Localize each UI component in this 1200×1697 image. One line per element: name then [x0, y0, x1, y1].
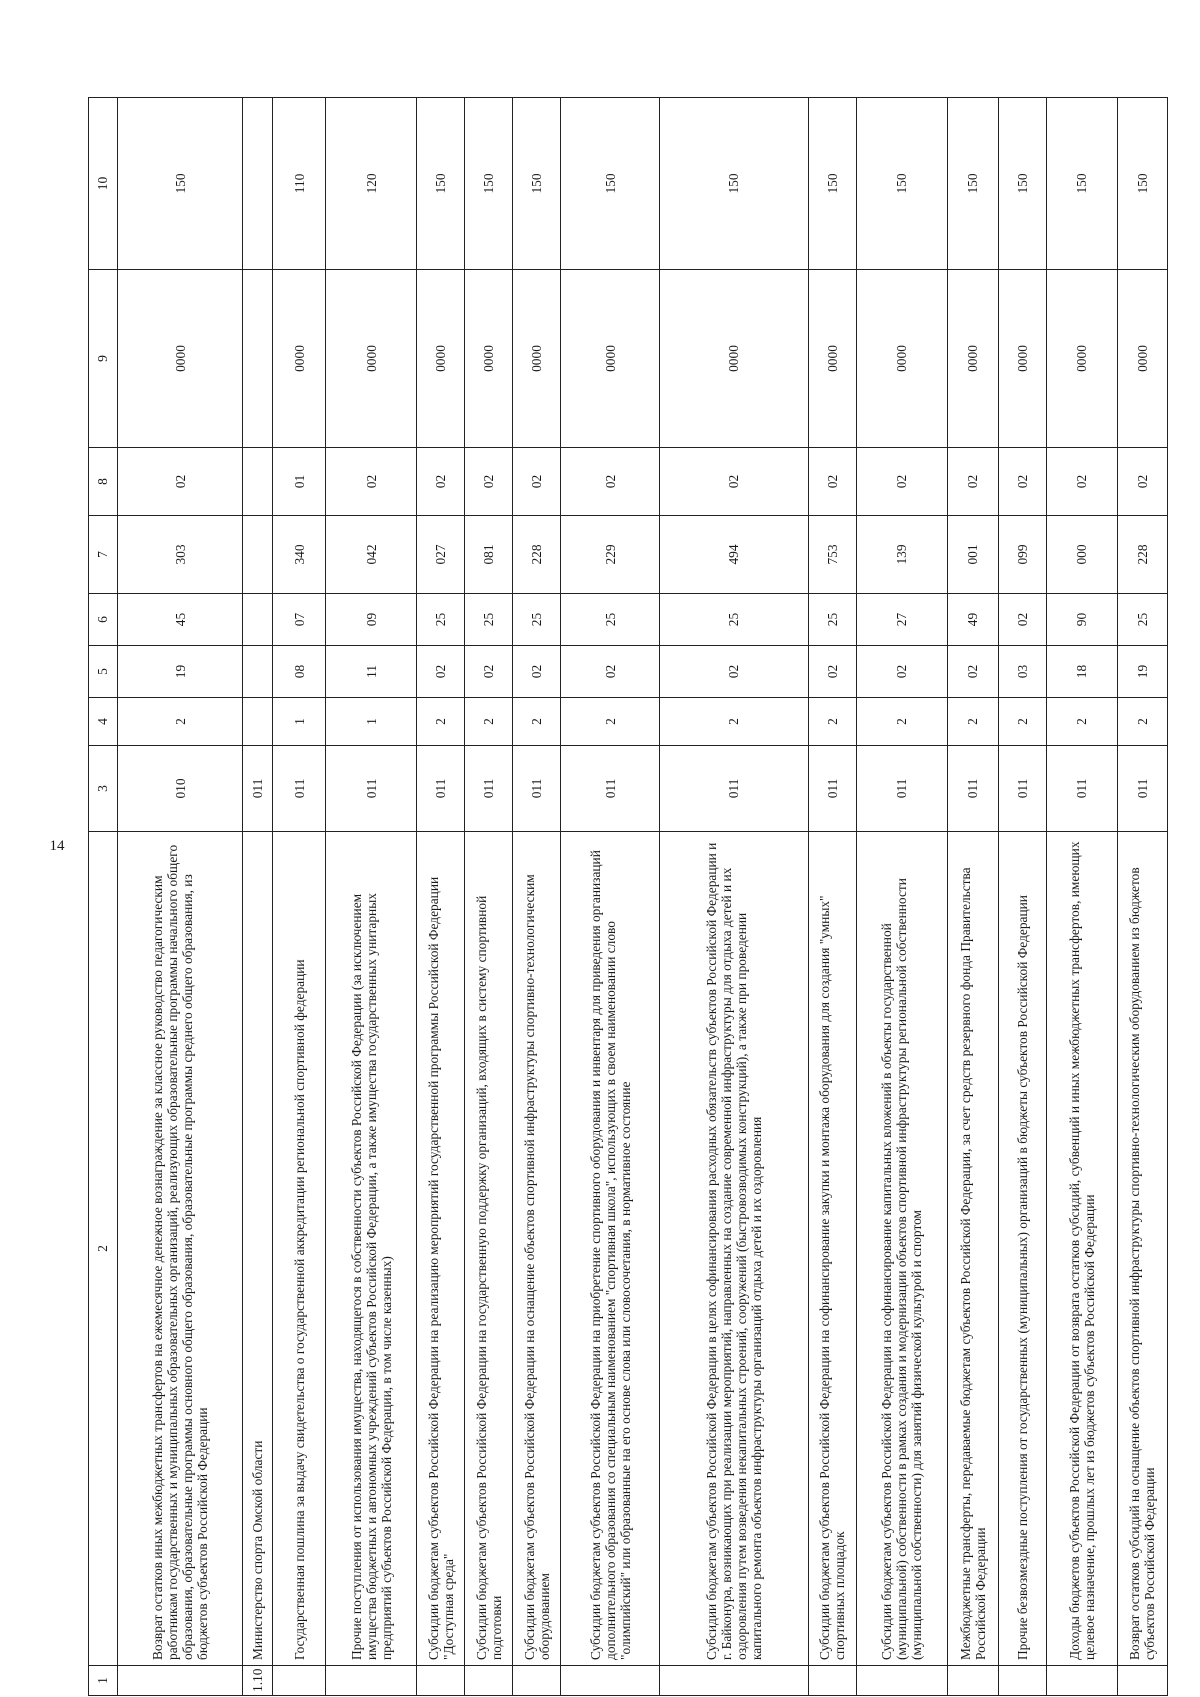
header-cell: 3 — [89, 746, 118, 832]
code-cell: 02 — [948, 448, 998, 516]
code-cell: 2 — [513, 698, 561, 746]
code-cell: 011 — [465, 746, 513, 832]
table-row — [659, 98, 808, 1696]
code-cell: 001 — [948, 516, 998, 594]
code-cell: 08 — [273, 646, 326, 698]
rotated-table-container — [88, 98, 1168, 1696]
code-cell: 120 — [325, 98, 417, 270]
row-number — [998, 1666, 1046, 1696]
code-cell: 011 — [856, 746, 948, 832]
code-cell: 02 — [417, 448, 465, 516]
code-cell: 011 — [417, 746, 465, 832]
code-cell: 228 — [513, 516, 561, 594]
code-cell: 011 — [513, 746, 561, 832]
row-description: Субсидии бюджетам субъектов Российской Федерации на государственную поддержку организаций, входящих в систему спортивной подготовки — [465, 832, 513, 1666]
row-number — [273, 1666, 326, 1696]
code-cell: 099 — [998, 516, 1046, 594]
code-cell: 25 — [465, 594, 513, 646]
code-cell — [243, 646, 273, 698]
code-cell: 1 — [325, 698, 417, 746]
code-cell: 09 — [325, 594, 417, 646]
code-cell — [243, 448, 273, 516]
code-cell: 229 — [561, 516, 659, 594]
code-cell: 02 — [561, 646, 659, 698]
header-cell: 7 — [89, 516, 118, 594]
code-cell: 0000 — [998, 270, 1046, 448]
row-description: Субсидии бюджетам субъектов Российской Федерации в целях софинансирования расходных обязательств субъектов Российской Федерации и г. Байконура, возникающих при реализации мероприятий, направленных на создание современной инфраструктуры для отдыха детей и их оздоровления путем возведения некапитальных строений, сооружений (быстровозводимых конструкций), а также при проведении капитального ремонта объектов инфраструктуры организаций отдыха детей и их оздоровления — [659, 832, 808, 1666]
code-cell: 02 — [808, 646, 856, 698]
code-cell: 19 — [1117, 646, 1167, 698]
code-cell: 228 — [1117, 516, 1167, 594]
code-cell: 753 — [808, 516, 856, 594]
code-cell: 081 — [465, 516, 513, 594]
code-cell: 02 — [998, 448, 1046, 516]
row-description: Прочие безвозмездные поступления от государственных (муниципальных) организаций в бюджеты субъектов Российской Федерации — [998, 832, 1046, 1666]
row-description: Субсидии бюджетам субъектов Российской Федерации на реализацию мероприятий государственной программы Российской Федерации "Доступная среда" — [417, 832, 465, 1666]
row-number — [1117, 1666, 1167, 1696]
code-cell: 02 — [808, 448, 856, 516]
header-cell: 1 — [89, 1666, 118, 1696]
code-cell: 2 — [808, 698, 856, 746]
code-cell: 0000 — [1117, 270, 1167, 448]
code-cell: 03 — [998, 646, 1046, 698]
code-cell — [243, 98, 273, 270]
code-cell: 150 — [561, 98, 659, 270]
code-cell: 02 — [1046, 448, 1117, 516]
code-cell: 02 — [325, 448, 417, 516]
header-cell: 5 — [89, 646, 118, 698]
code-cell: 02 — [659, 448, 808, 516]
row-number: 1.10 — [243, 1666, 273, 1696]
code-cell: 02 — [659, 646, 808, 698]
code-cell: 2 — [1046, 698, 1117, 746]
code-cell: 02 — [998, 594, 1046, 646]
code-cell: 1 — [273, 698, 326, 746]
code-cell: 150 — [659, 98, 808, 270]
table-row — [325, 98, 417, 1696]
code-cell: 0000 — [117, 270, 243, 448]
code-cell: 25 — [659, 594, 808, 646]
code-cell: 2 — [117, 698, 243, 746]
code-cell: 110 — [273, 98, 326, 270]
code-cell: 07 — [273, 594, 326, 646]
row-description: Межбюджетные трансферты, передаваемые бюджетам субъектов Российской Федерации, за счет средств резервного фонда Правительства Российской Федерации — [948, 832, 998, 1666]
code-cell: 150 — [808, 98, 856, 270]
code-cell: 027 — [417, 516, 465, 594]
code-cell: 0000 — [513, 270, 561, 448]
code-cell: 02 — [513, 448, 561, 516]
code-cell: 0000 — [273, 270, 326, 448]
header-row — [89, 98, 118, 1696]
code-cell: 2 — [1117, 698, 1167, 746]
code-cell: 150 — [513, 98, 561, 270]
header-cell: 9 — [89, 270, 118, 448]
row-number — [856, 1666, 948, 1696]
code-cell: 02 — [417, 646, 465, 698]
code-cell: 90 — [1046, 594, 1117, 646]
row-description: Возврат остатков субсидий на оснащение объектов спортивной инфраструктуры спортивно-технологическим оборудованием из бюджетов субъектов Российской Федерации — [1117, 832, 1167, 1666]
code-cell: 011 — [808, 746, 856, 832]
header-cell: 2 — [89, 832, 118, 1666]
row-number — [1046, 1666, 1117, 1696]
code-cell: 02 — [561, 448, 659, 516]
row-description: Государственная пошлина за выдачу свидетельства о государственной аккредитации региональной спортивной федерации — [273, 832, 326, 1666]
code-cell: 2 — [659, 698, 808, 746]
row-description: Возврат остатков иных межбюджетных трансфертов на ежемесячное денежное вознаграждение за классное руководство педагогическим работникам государственных и муниципальных образовательных организаций, реализующих образовательные программы начального общего образования, образовательные программы основного общего образования, образовательные программы среднего общего образования, из бюджетов субъектов Российской Федерации — [117, 832, 243, 1666]
page-number: 14 — [49, 838, 65, 854]
code-cell: 150 — [117, 98, 243, 270]
table-row — [417, 98, 465, 1696]
row-description: Доходы бюджетов субъектов Российской Федерации от возврата остатков субсидий, субвенций и иных межбюджетных трансфертов, имеющих целевое назначение, прошлых лет из бюджетов субъектов Российской Федерации — [1046, 832, 1117, 1666]
code-cell: 150 — [465, 98, 513, 270]
code-cell: 000 — [1046, 516, 1117, 594]
code-cell: 0000 — [1046, 270, 1117, 448]
header-cell: 6 — [89, 594, 118, 646]
row-description: Субсидии бюджетам субъектов Российской Федерации на софинансирование капитальных вложений в объекты государственной (муниципальной) собственности в рамках создания и модернизации объектов спортивной инфраструктуры региональной собственности (муниципальной собственности) для занятий физической культурой и спортом — [856, 832, 948, 1666]
code-cell: 150 — [1046, 98, 1117, 270]
code-cell: 0000 — [856, 270, 948, 448]
header-cell: 10 — [89, 98, 118, 270]
header-cell: 4 — [89, 698, 118, 746]
table-row — [856, 98, 948, 1696]
table-row — [1117, 98, 1167, 1696]
table-row — [1046, 98, 1117, 1696]
code-cell: 139 — [856, 516, 948, 594]
code-cell: 0000 — [325, 270, 417, 448]
header-cell: 8 — [89, 448, 118, 516]
code-cell: 0000 — [465, 270, 513, 448]
row-description: Субсидии бюджетам субъектов Российской Федерации на софинансирование закупки и монтажа оборудования для создания "умных" спортивных площадок — [808, 832, 856, 1666]
row-number — [561, 1666, 659, 1696]
code-cell: 2 — [561, 698, 659, 746]
code-cell: 19 — [117, 646, 243, 698]
row-description: Субсидии бюджетам субъектов Российской Федерации на оснащение объектов спортивной инфраструктуры спортивно-технологическим оборудованием — [513, 832, 561, 1666]
row-description: Субсидии бюджетам субъектов Российской Федерации на приобретение спортивного оборудования и инвентаря для приведения организаций дополнительного образования со специальным наименованием "спортивная школа", использующих в своем наименовании слово "олимпийский" или образованные на его основе слова или словосочетания, в нормативное состояние — [561, 832, 659, 1666]
code-cell: 011 — [998, 746, 1046, 832]
table-row — [513, 98, 561, 1696]
code-cell: 011 — [273, 746, 326, 832]
code-cell: 0000 — [948, 270, 998, 448]
code-cell: 45 — [117, 594, 243, 646]
code-cell: 0000 — [417, 270, 465, 448]
table-row — [561, 98, 659, 1696]
code-cell: 02 — [465, 646, 513, 698]
code-cell: 011 — [243, 746, 273, 832]
code-cell — [243, 270, 273, 448]
code-cell: 0000 — [659, 270, 808, 448]
row-number — [117, 1666, 243, 1696]
code-cell: 25 — [808, 594, 856, 646]
code-cell: 011 — [1046, 746, 1117, 832]
code-cell: 494 — [659, 516, 808, 594]
row-description: Министерство спорта Омской области — [243, 832, 273, 1666]
code-cell: 011 — [948, 746, 998, 832]
code-cell: 340 — [273, 516, 326, 594]
code-cell: 303 — [117, 516, 243, 594]
code-cell: 011 — [325, 746, 417, 832]
table-row — [948, 98, 998, 1696]
row-number — [325, 1666, 417, 1696]
code-cell: 02 — [856, 448, 948, 516]
code-cell: 2 — [465, 698, 513, 746]
code-cell: 02 — [948, 646, 998, 698]
code-cell: 25 — [561, 594, 659, 646]
code-cell — [243, 698, 273, 746]
code-cell: 02 — [513, 646, 561, 698]
row-number — [808, 1666, 856, 1696]
code-cell: 49 — [948, 594, 998, 646]
code-cell: 02 — [465, 448, 513, 516]
code-cell: 2 — [948, 698, 998, 746]
row-number — [948, 1666, 998, 1696]
code-cell: 2 — [856, 698, 948, 746]
code-cell: 150 — [417, 98, 465, 270]
table-row — [117, 98, 243, 1696]
row-number — [513, 1666, 561, 1696]
code-cell — [243, 516, 273, 594]
code-cell: 25 — [417, 594, 465, 646]
code-cell: 02 — [856, 646, 948, 698]
table-row — [998, 98, 1046, 1696]
code-cell: 0000 — [561, 270, 659, 448]
row-description: Прочие поступления от использования имущества, находящегося в собственности субъектов Российской Федерации (за исключением имущества бюджетных и автономных учреждений субъектов Российской Федерации, а также имущества государственных унитарных предприятий субъектов Российской Федерации, в том числе казенных) — [325, 832, 417, 1666]
code-cell: 0000 — [808, 270, 856, 448]
code-cell: 25 — [1117, 594, 1167, 646]
table-row — [243, 98, 273, 1696]
code-cell: 25 — [513, 594, 561, 646]
code-cell: 11 — [325, 646, 417, 698]
code-cell: 27 — [856, 594, 948, 646]
code-cell: 011 — [659, 746, 808, 832]
code-cell: 150 — [1117, 98, 1167, 270]
row-number — [659, 1666, 808, 1696]
row-number — [417, 1666, 465, 1696]
code-cell: 01 — [273, 448, 326, 516]
code-cell: 2 — [998, 698, 1046, 746]
code-cell: 150 — [998, 98, 1046, 270]
code-cell: 010 — [117, 746, 243, 832]
code-cell: 150 — [856, 98, 948, 270]
code-cell: 011 — [561, 746, 659, 832]
table-row — [465, 98, 513, 1696]
code-cell: 02 — [117, 448, 243, 516]
code-cell — [243, 594, 273, 646]
table-row — [808, 98, 856, 1696]
code-cell: 011 — [1117, 746, 1167, 832]
code-cell: 2 — [417, 698, 465, 746]
row-number — [465, 1666, 513, 1696]
revenue-codes-table — [88, 97, 1168, 1696]
code-cell: 18 — [1046, 646, 1117, 698]
table-row — [273, 98, 326, 1696]
code-cell: 150 — [948, 98, 998, 270]
code-cell: 042 — [325, 516, 417, 594]
code-cell: 02 — [1117, 448, 1167, 516]
